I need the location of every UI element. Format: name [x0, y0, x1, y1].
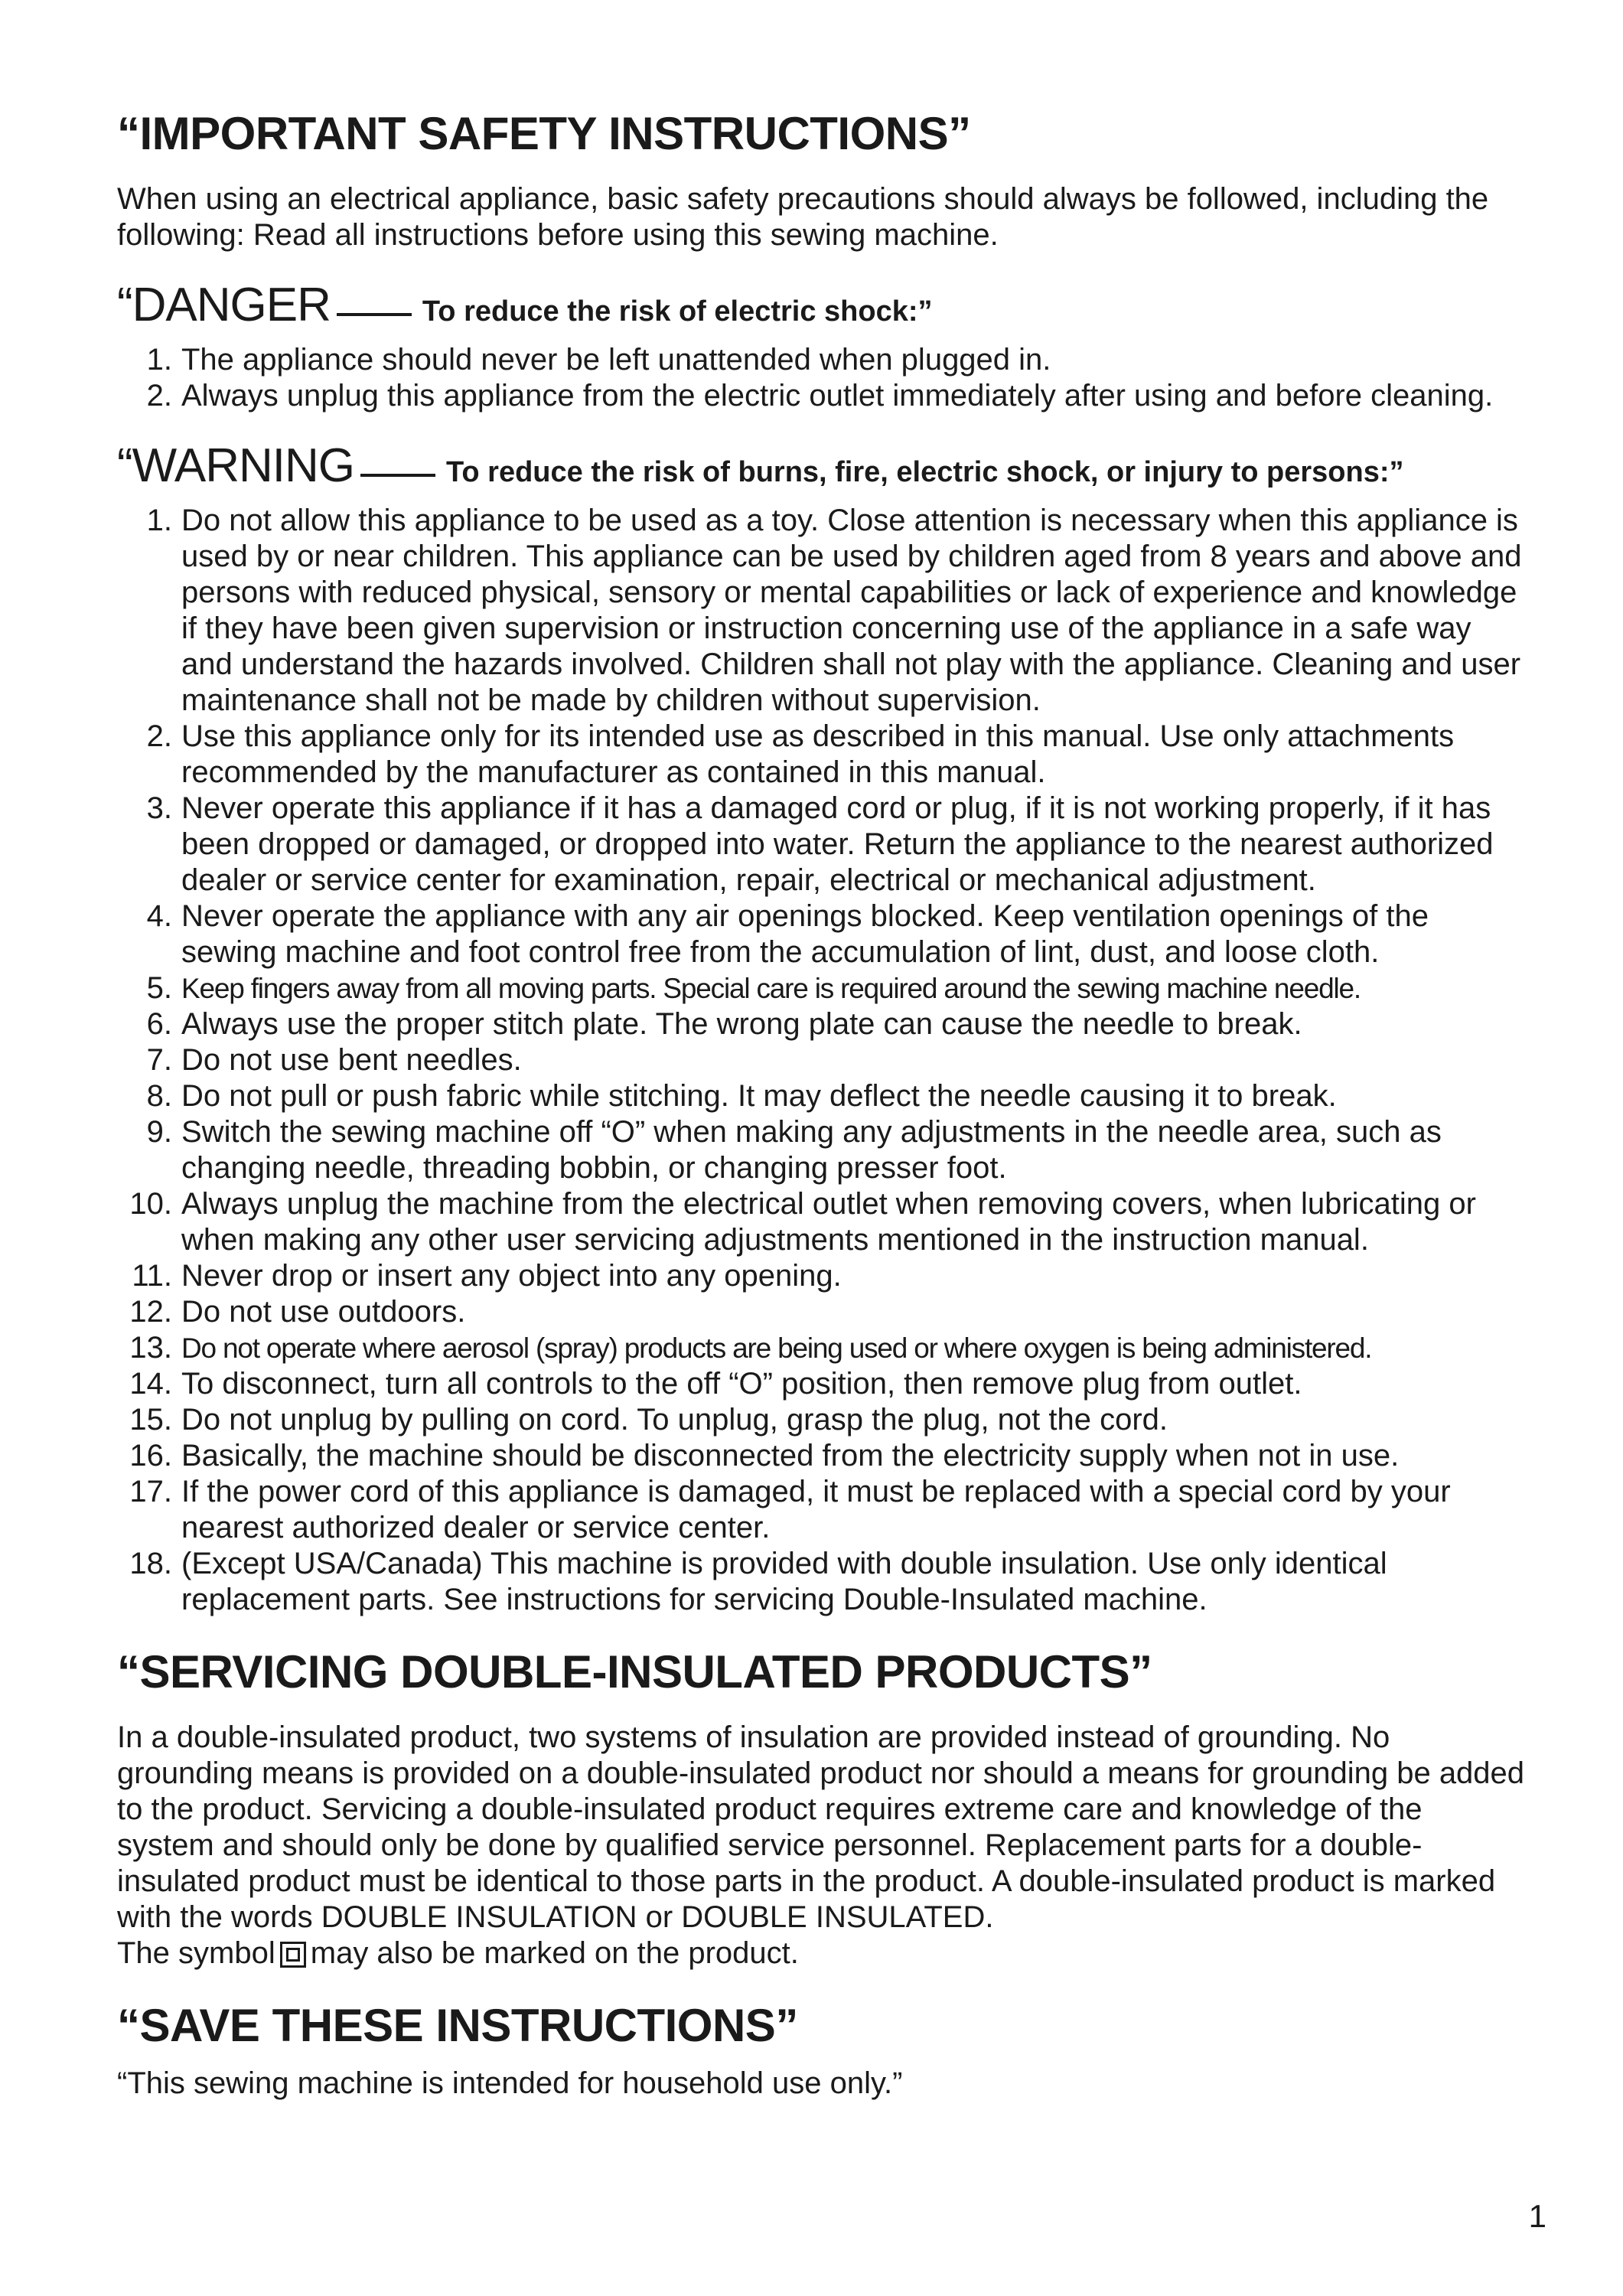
symbol-text-after: may also be marked on the product. [310, 1936, 799, 1971]
list-item-text: Do not operate where aerosol (spray) products are being used or where oxygen is being administered. [181, 1332, 1372, 1365]
page-number: 1 [1528, 2198, 1546, 2234]
warning-list [117, 503, 1525, 1618]
warning-subtitle: To reduce the risk of burns, fire, electric shock, or injury to persons:” [446, 456, 1404, 489]
list-item-number: 7. [146, 1043, 172, 1078]
list-item-number: 3. [146, 791, 172, 826]
list-item-number: 16. [129, 1439, 172, 1473]
list-item [117, 1294, 1525, 1330]
household-note: “This sewing machine is intended for household use only.” [117, 2066, 903, 2101]
list-item [117, 378, 1525, 414]
list-item [117, 1402, 1525, 1438]
list-item-text: Never drop or insert any object into any opening. [181, 1259, 842, 1293]
list-item-text: Never operate this appliance if it has a damaged cord or plug, if it is not working properly, if it has been dropped or damaged, or dropped into water. Return the appliance to the nearest authorized dealer or service center for examination, repair, electrical or mechanical adjustment. [181, 791, 1494, 898]
servicing-body: In a double-insulated product, two systems of insulation are provided instead of grounding. No grounding means is provided on a double-insulated product nor should a means for grounding be added to the product. Servicing a double-insulated product requires extreme care and knowledge of the system and should only be done by qualified service personnel. Replacement parts for a double-insulated product must be identical to those parts in the product. A double-insulated product is marked with the words DOUBLE INSULATION or DOUBLE INSULATED. [117, 1720, 1525, 1935]
list-item [117, 1186, 1525, 1258]
list-item [117, 1438, 1525, 1474]
list-item [117, 899, 1525, 970]
list-item-text: If the power cord of this appliance is damaged, it must be replaced with a special cord by your nearest authorized dealer or service center. [181, 1475, 1451, 1545]
list-item-number: 5. [146, 971, 172, 1006]
double-insulation-square-icon [280, 1942, 306, 1968]
list-item-number: 1. [146, 343, 172, 377]
list-item-number: 4. [146, 899, 172, 934]
list-item-number: 1. [146, 504, 172, 538]
list-item-number: 2. [146, 719, 172, 754]
list-item-number: 13. [129, 1331, 172, 1365]
servicing-symbol-line [117, 1936, 1525, 1971]
document-page [117, 107, 1525, 2102]
list-item [117, 503, 1525, 719]
list-item-text: The appliance should never be left unattended when plugged in. [181, 343, 1051, 377]
list-item [117, 342, 1525, 378]
danger-list [117, 342, 1525, 414]
danger-rule [337, 313, 412, 316]
list-item-text: Do not use outdoors. [181, 1295, 466, 1329]
list-item-text: (Except USA/Canada) This machine is provided with double insulation. Use only identical replacement parts. See instructions for servicing Double-Insulated machine. [181, 1547, 1387, 1617]
list-item [117, 1258, 1525, 1294]
list-item [117, 719, 1525, 791]
list-item-text: Never operate the appliance with any air openings blocked. Keep ventilation openings of the sewing machine and foot control free from the accumulation of lint, dust, and loose cloth. [181, 899, 1429, 970]
list-item-number: 9. [146, 1115, 172, 1150]
list-item-number: 11. [132, 1259, 172, 1293]
list-item-number: 12. [129, 1295, 172, 1329]
warning-header [117, 440, 1525, 492]
danger-subtitle: To reduce the risk of electric shock:” [422, 295, 933, 328]
list-item [117, 791, 1525, 899]
list-item-text: Keep fingers away from all moving parts. Special care is required around the sewing machine needle. [181, 973, 1361, 1005]
warning-label: “WARNING [117, 439, 354, 493]
list-item-number: 2. [146, 379, 172, 413]
list-item-number: 14. [129, 1367, 172, 1401]
list-item-text: Do not allow this appliance to be used as a toy. Close attention is necessary when this appliance is used by or near children. This appliance can be used by children aged from 8 years and above and persons with reduced physical, sensory or mental capabilities or lack of experience and knowledge if they have been given supervision or instruction concerning use of the appliance in a safe way and understand the hazards involved. Children shall not play with the appliance. Cleaning and user maintenance shall not be made by children without supervision. [181, 504, 1522, 718]
list-item-text: Use this appliance only for its intended use as described in this manual. Use only attachments recommended by the manufacturer as contained in this manual. [181, 719, 1455, 790]
list-item-text: Switch the sewing machine off “O” when making any adjustments in the needle area, such as changing needle, threading bobbin, or changing presser foot. [181, 1115, 1442, 1186]
list-item-text: Do not use bent needles. [181, 1043, 522, 1078]
list-item [117, 1330, 1525, 1366]
list-item-number: 10. [129, 1187, 172, 1221]
list-item-number: 17. [129, 1475, 172, 1509]
safety-intro: When using an electrical appliance, basic safety precautions should always be followed, including the following: Read all instructions before using this sewing machine. [117, 182, 1489, 252]
servicing-title: “SERVICING DOUBLE-INSULATED PRODUCTS” [117, 1646, 1152, 1698]
list-item-number: 6. [146, 1007, 172, 1042]
list-item-number: 15. [129, 1403, 172, 1437]
list-item [117, 1366, 1525, 1402]
list-item-text: Always use the proper stitch plate. The wrong plate can cause the needle to break. [181, 1007, 1302, 1042]
list-item-text: Basically, the machine should be disconnected from the electricity supply when not in use. [181, 1439, 1400, 1473]
list-item-text: To disconnect, turn all controls to the off “O” position, then remove plug from outlet. [181, 1367, 1302, 1401]
list-item [117, 1474, 1525, 1546]
list-item-text: Do not pull or push fabric while stitching. It may deflect the needle causing it to break. [181, 1079, 1337, 1114]
danger-header [117, 279, 1525, 331]
save-title: “SAVE THESE INSTRUCTIONS” [117, 2000, 798, 2052]
safety-title: “IMPORTANT SAFETY INSTRUCTIONS” [117, 108, 971, 159]
list-item [117, 1114, 1525, 1186]
list-item [117, 1078, 1525, 1114]
list-item [117, 1006, 1525, 1042]
warning-rule [360, 474, 435, 477]
list-item-text: Always unplug the machine from the electrical outlet when removing covers, when lubricating or when making any other user servicing adjustments mentioned in the instruction manual. [181, 1187, 1476, 1257]
list-item [117, 1042, 1525, 1078]
list-item [117, 970, 1525, 1006]
list-item-number: 8. [146, 1079, 172, 1114]
symbol-text-before: The symbol [117, 1936, 275, 1971]
list-item-text: Do not unplug by pulling on cord. To unplug, grasp the plug, not the cord. [181, 1403, 1168, 1437]
danger-label: “DANGER [117, 279, 331, 331]
list-item-number: 18. [129, 1547, 172, 1581]
list-item [117, 1546, 1525, 1618]
list-item-text: Always unplug this appliance from the electric outlet immediately after using and before cleaning. [181, 379, 1494, 413]
